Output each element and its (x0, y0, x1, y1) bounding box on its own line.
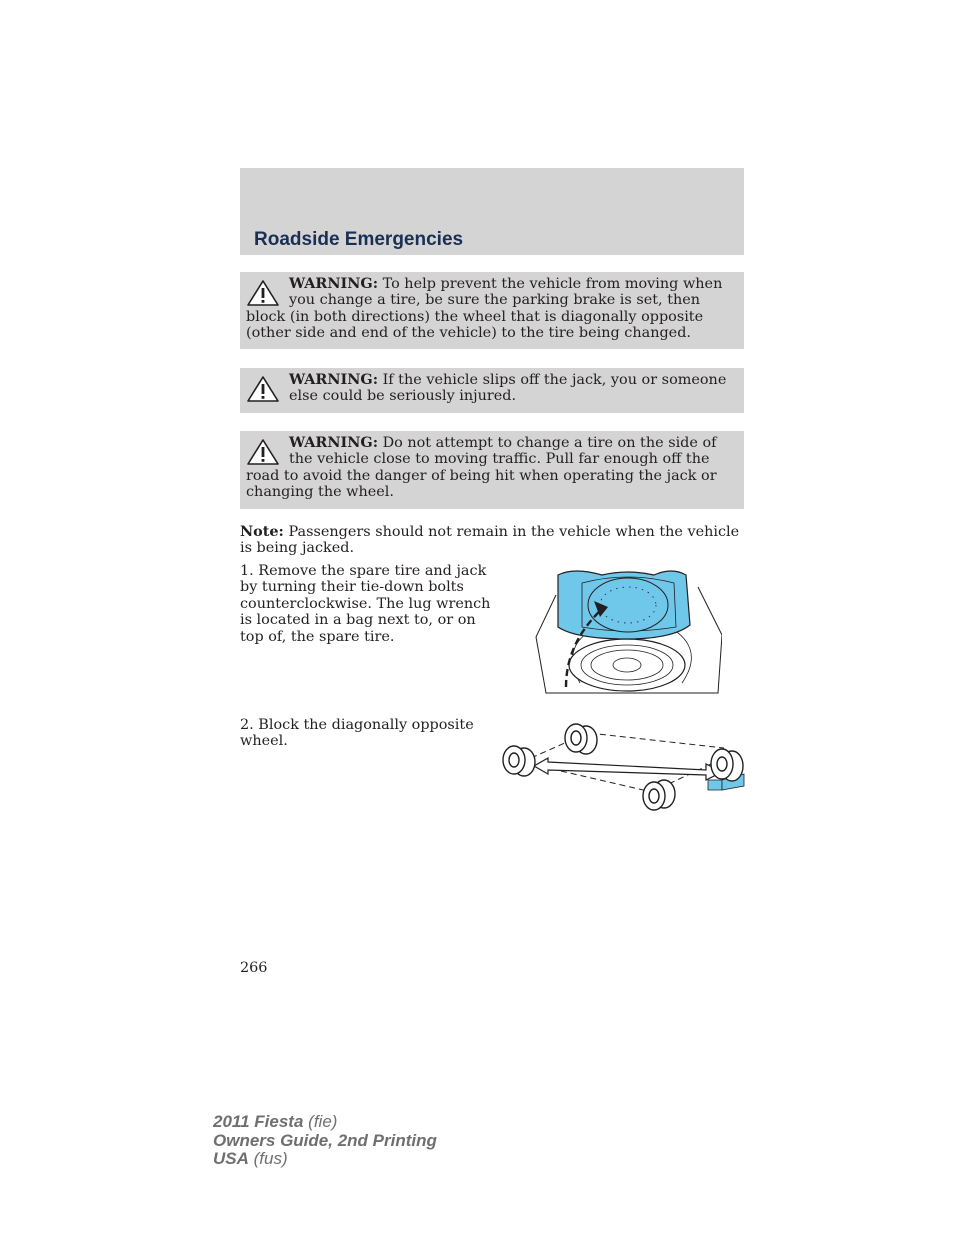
footer-line-guide (213, 1132, 437, 1151)
note-paragraph (240, 524, 740, 557)
warning-body: If the vehicle slips off the jack, you or someone else could be seriously injured. (289, 372, 727, 405)
footer-market-code: (fus) (253, 1149, 288, 1168)
warning-box-traffic (240, 431, 744, 509)
footer-imprint (213, 1113, 437, 1169)
warning-label: WARNING: (289, 371, 379, 388)
step-2-text: 2. Block the diagonally opposite wheel. (240, 717, 474, 750)
note-label: Note: (240, 523, 284, 540)
footer-line-model (213, 1113, 437, 1132)
page-number: 266 (240, 960, 268, 976)
footer-model: 2011 Fiesta (213, 1112, 304, 1131)
footer-market: USA (213, 1149, 249, 1168)
warning-triangle-icon (246, 438, 280, 466)
spare-tire-well-illustration (532, 565, 722, 695)
footer-line-market (213, 1150, 437, 1169)
warning-triangle-icon (246, 279, 280, 307)
step-1-text: 1. Remove the spare tire and jack by turning their tie-down bolts counterclockwise. The lug wrench is located in a bag next to, or on top of, the spare tire. (240, 563, 491, 645)
note-text: Passengers should not remain in the vehicle when the vehicle is being jacked. (240, 524, 740, 557)
section-header-band (240, 168, 744, 255)
warning-text (246, 372, 736, 405)
footer-guide: Owners Guide, 2nd Printing (213, 1130, 437, 1150)
wheel-block-diagram (500, 718, 746, 816)
warning-triangle-icon (246, 375, 280, 403)
warning-label: WARNING: (289, 434, 379, 451)
warning-body: Do not attempt to change a tire on the side of the vehicle close to moving traffic. Pull far enough off the road to avoid the danger of being hit when operating the jack or changing the wheel. (246, 435, 717, 501)
section-title: Roadside Emergencies (254, 229, 464, 250)
warning-box-parking-brake (240, 272, 744, 349)
warning-text (246, 276, 736, 342)
warning-text (246, 435, 736, 501)
warning-body: To help prevent the vehicle from moving when you change a tire, be sure the parking brake is set, then block (in both directions) the wheel that is diagonally opposite (other side and end of the vehicle) to the tire being changed. (246, 276, 723, 342)
footer-model-code: (fie) (308, 1112, 338, 1131)
warning-label: WARNING: (289, 275, 379, 292)
warning-box-jack-slip (240, 368, 744, 413)
